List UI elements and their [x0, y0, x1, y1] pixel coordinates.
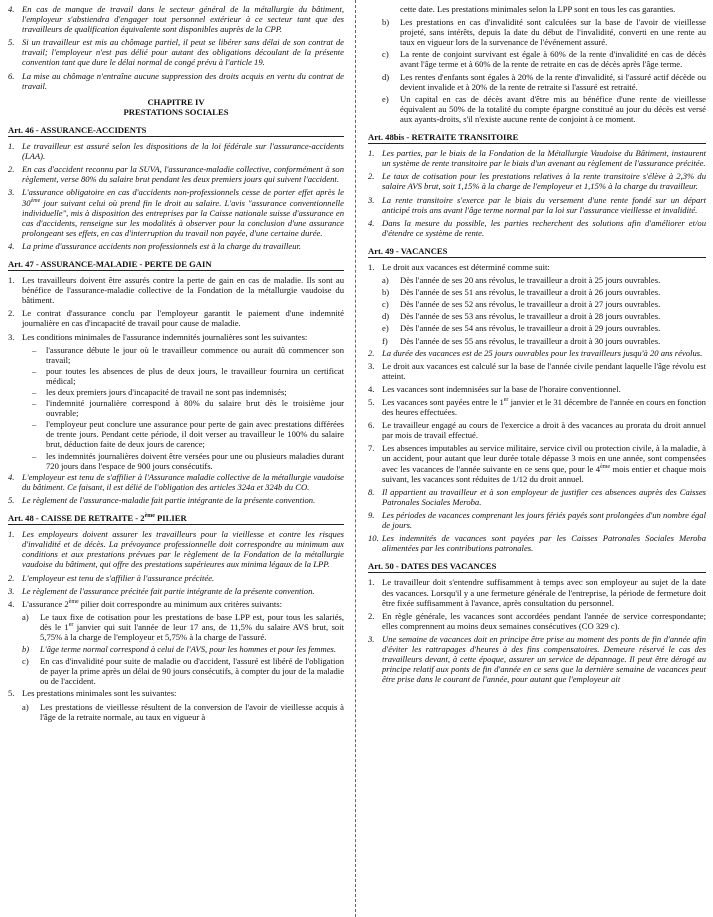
entitlement-item: c) Dès l'année de ses 52 ans révolus, le travailleur a droit à 27 jours ouvrables. — [382, 299, 661, 310]
art49-item: 8. Il appartient au travailleur et à son employeur de justifier ces absences auprès des Caisses Patronales Sociales Meroba. — [368, 486, 706, 507]
entitlement-item: d) Dès l'année de ses 53 ans révolus, le travailleur a droit à 28 jours ouvrables. — [382, 311, 661, 322]
art48-criteria — [8, 612, 344, 687]
art49-item: 2. La durée des vacances est de 25 jours ouvrables pour les travailleurs jusqu'à 20 ans révolus. — [368, 347, 703, 358]
art47-heading: Art. 47 - ASSURANCE-MALADIE - PERTE DE GAIN — [8, 259, 344, 271]
criteria-item: b) L'âge terme normal correspond à celui de l'AVS, pour les hommes et pour les femmes. — [22, 644, 337, 655]
intro-item: 5. Si un travailleur est mis au chômage partiel, il peut se libérer sans délai de son contrat de travail; l'employeur n'est pas délié pour autant des obligations découlant de la présente convention tant que dure le délai normal de congé prévu à l'article 19. — [8, 37, 344, 68]
art48-item-3: 3. Le règlement de l'assurance précitée fait partie intégrante de la présente convention. — [8, 585, 315, 596]
art48-heading: Art. 48 - CAISSE DE RETRAITE - 2ème PILIER — [8, 513, 344, 525]
art50-item: 2. En règle générale, les vacances sont accordées pendant l'année de service correspondante; elles comprennent au moins deux semaines consécutives (CO 329 c). — [368, 610, 706, 631]
art47-conditions — [8, 345, 344, 471]
art48-benefits — [368, 17, 706, 124]
art49-item: 7. Les absences imputables au service militaire, service civil ou protection civile, à la maladie, à un accident, pour autant que leur durée totale dépasse 3 mois en une année, sont compensées avec les vacances de l'année suivante en ce sens que, pour le 4ème mois entier et chaque mois suivant, les vacances sont réduites de 1/12 du droit annuel. — [368, 443, 706, 484]
condition-item: – l'employeur peut conclure une assurance pour perte de gain avec prestations différées de trente jours. Pendant cette période, il doit verser au travailleur le 100% du salaire brut, déduction faite de deux jours de carence; — [32, 419, 344, 450]
art48bis-heading: Art. 48bis - RETRAITE TRANSITOIRE — [368, 132, 706, 144]
condition-item: – les indemnités journalières doivent être versées pour une ou plusieurs maladies durant 720 jours dans l'espace de 900 jours consécutifs. — [32, 450, 344, 471]
art49-item: 3. Le droit aux vacances est calculé sur la base de l'année civile pendant laquelle l'âge révolu est atteint. — [368, 360, 706, 381]
art49-entitlements — [368, 275, 706, 346]
entitlement-item: b) Dès l'année de ses 51 ans révolus, le travailleur a droit à 26 jours ouvrables. — [382, 287, 661, 298]
art46-item: 3. L'assurance obligatoire en cas d'accidents non-professionnels cesse de porter effet après le 30ème jour suivant celui où prend fin le droit au salaire. L'avis "assurance conventionnelle individuelle", mis à disposition des entreprises par la Caisse nationale suisse d'assurance en cas d'accidents, renseigne sur les modalités à observer pour la conclusion d'une assurance prolongeant ses effets, en cas d'interruption du travail non payée, d'une certaine durée. — [8, 187, 344, 238]
art49-item: 5. Les vacances sont payées entre le 1er janvier et le 31 décembre de l'année en cours en fonction des heures effectuées. — [368, 397, 706, 418]
art50-items — [368, 577, 706, 684]
art50-heading: Art. 50 - DATES DES VACANCES — [368, 561, 706, 573]
art48-item-2: 2. L'employeur est tenu de s'affilier à l'assurance précitée. — [8, 572, 215, 583]
entitlement-item: e) Dès l'année de ses 54 ans révolus, le travailleur a droit à 29 jours ouvrables. — [382, 323, 661, 334]
entitlement-item: f) Dès l'année de ses 55 ans révolus, le travailleur a droit à 30 jours ouvrables. — [382, 335, 661, 346]
art48bis-items — [368, 148, 706, 238]
condition-item: – pour toutes les absences de plus de deux jours, le travailleur fournira un certificat médical; — [32, 365, 344, 386]
art49-item-1: 1. Le droit aux vacances est déterminé comme suit: — [368, 261, 550, 272]
art49-item: 9. Les périodes de vacances comprenant les jours fériés payés sont prolongées d'un nombre égal de jours. — [368, 509, 706, 531]
condition-item: – l'assurance débute le jour où le travailleur commence ou aurait dû commencer son travail; — [32, 344, 344, 365]
art48bis-item: 2. Le taux de cotisation pour les prestations relatives à la rente transitoire s'élève à 2,3% du salaire AVS brut, soit 1,15% à la charge de l'employeur et 1,15% à la charge du travailleur. — [368, 171, 706, 192]
art49-items — [368, 348, 706, 554]
condition-item: – les deux premiers jours d'incapacité de travail ne sont pas indemnisés; — [32, 387, 287, 397]
art48-item-4: 4. L'assurance 2ème pilier doit correspondre au minimum aux critères suivants: — [8, 598, 282, 609]
art48bis-item: 4. Dans la mesure du possible, les parties recherchent des solutions afin d'améliorer et/ou d'étendre ce système de rente. — [368, 217, 706, 238]
art49-item: 10. Les indemnités de vacances sont payées par les Caisses Patronales Sociales Meroba alimentées par les contributions patronales. — [368, 533, 706, 554]
art48-item-5: 5. Les prestations minimales sont les suivantes: — [8, 688, 177, 699]
benefit-item: d) Les rentes d'enfants sont égales à 20% de la rente d'invalidité, si l'assuré actif décède ou devient invalide et à 20% de la rente de retraite si l'assuré est retraité. — [382, 71, 706, 92]
art48-item-1: 1. Les employeurs doivent assurer les travailleurs pour la vieillesse et contre les risques d'invalidité et de décès. La prévoyance professionnelle doit correspondre au minimum aux conditions et aux prestations prévues par le règlement de la Fondation de la métallurgie vaudoise du bâtiment, qui offre des prestations supérieures aux minima légaux de la LPP. — [8, 529, 344, 570]
art47-item-1: 1. Les travailleurs doivent être assurés contre la perte de gain en cas de maladie. Ils sont au bénéfice de l'assurance-maladie collective de la Fondation de la métallurgie vaudoise du bâtiment. — [8, 275, 344, 306]
entitlement-item: a) Dès l'année de ses 20 ans révolus, le travailleur a droit à 25 jours ouvrables. — [382, 275, 661, 286]
art47-item-5: 5. Le règlement de l'assurance-maladie fait partie intégrante de la présente convention. — [8, 494, 316, 505]
benefit-item: e) Un capital en cas de décès avant d'être mis au bénéfice d'une rente de vieillesse équivalent au 50% de la totalité du compte épargne constitué au jour du décès est versé aux ayants-droits, s'il n'existe aucune rente de conjoint à ce moment. — [382, 93, 706, 124]
criteria-item: c) En cas d'invalidité pour suite de maladie ou d'accident, l'assuré est libéré de l'obligation de payer la prime après un délai de 90 jours consécutifs, à compter du jour de la maladie ou de l'accident. — [22, 656, 345, 687]
intro-item: 4. En cas de manque de travail dans le secteur général de la métallurgie du bâtiment, l'employeur s'abstiendra d'engager tout personnel extérieur à ce secteur tant que des travailleurs de qualification équivalente sont disponibles auprès de la CPP. — [8, 4, 344, 35]
art46-item: 2. En cas d'accident reconnu par la SUVA, l'assurance-maladie collective, conformément à son règlement, verse 80% du salaire brut pendant les deux premiers jours qui suivent l'accident. — [8, 164, 344, 185]
criteria-item: a) Le taux fixe de cotisation pour les prestations de base LPP est, pour tous les salariés, dès le 1er janvier qui suit l'année de leur 17 ans, de 11,5% du salaire AVS brut, soit 5,75% à la charge de l'employeur et 5,75% à la charge de l'assuré. — [22, 611, 344, 642]
art48bis-item: 3. La rente transitoire s'exerce par le biais du versement d'une rente fondé sur un départ anticipé trois ans avant l'âge terme normal par la loi sur l'assurance vieillesse et invalidité. — [368, 194, 706, 215]
intro-item: 6. La mise au chômage n'entraîne aucune suppression des droits acquis en vertu du contrat de travail. — [8, 70, 344, 91]
right-column — [368, 4, 706, 687]
art46-item: 4. La prime d'assurance accidents non professionnels est à la charge du travailleur. — [8, 240, 302, 251]
art48-benefit-a: a) Les prestations de vieillesse résultent de la conversion de l'avoir de vieillesse acquis à l'âge de la retraite normale, au taux en vigueur à — [22, 701, 344, 722]
art47-item-4: 4. L'employeur est tenu de s'affilier à l'Assurance maladie collective de la métallurgie vaudoise du bâtiment. Ce faisant, il est délié de l'obligation des articles 324a et 324b du CO. — [8, 471, 344, 492]
art48bis-item: 1. Les parties, par le biais de la Fondation de la Métallurgie Vaudoise du Bâtiment, instaurent un système de rente transitoire par le biais d'un avenant au règlement de l'assurance précitée. — [368, 148, 706, 169]
art46-item: 1. Le travailleur est assuré selon les dispositions de la loi fédérale sur l'assurance-accidents (LAA). — [8, 141, 344, 162]
chapter-title: CHAPITRE IV — [147, 96, 205, 107]
intro-items — [8, 4, 344, 91]
benefit-item: c) La rente de conjoint survivant est égale à 60% de la rente d'invalidité en cas de décès avant l'âge terme et à 60% de la rente de retraite en cas de décès après l'âge terme. — [382, 49, 706, 70]
benefit-item: b) Les prestations en cas d'invalidité sont calculées sur la base de l'avoir de vieillesse projeté, sans intérêts, depuis la date du début de l'invalidité, converti en une rente au taux en vigueur lors de la survenance de l'événement assuré. — [382, 17, 706, 48]
art50-item: 3. Une semaine de vacances doit en principe être prise au moment des ponts de fin d'année afin d'éviter les rattrapages d'heures à des fins compensatoires. Demeure réservé le cas des travailleurs devant, à cette époque, assurer un service de dépannage. Il peut être dérogé au principe relatif aux ponts de fin d'année en ce sens que la dernière semaine de vacances peut être prise dans le courant de l'année, pour autant que l'employeur ait — [368, 633, 706, 685]
left-column — [8, 4, 344, 724]
art46-heading: Art. 46 - ASSURANCE-ACCIDENTS — [8, 125, 344, 137]
art47-item-3: 3. Les conditions minimales de l'assurance indemnités journalières sont les suivantes: — [8, 331, 308, 342]
condition-item: – l'indemnité journalière correspond à 80% du salaire brut dès le troisième jour ouvrable; — [32, 398, 344, 419]
art47-item-2: 2. Le contrat d'assurance conclu par l'employeur garantit le paiement d'une indemnité journalière en cas d'incapacité de travail pour cause de maladie. — [8, 308, 344, 329]
art49-heading: Art. 49 - VACANCES — [368, 246, 706, 258]
art49-item: 4. Les vacances sont indemnisées sur la base de l'horaire conventionnel. — [368, 383, 621, 394]
art49-item: 6. Le travailleur engagé au cours de l'exercice a droit à des vacances au prorata du droit annuel par mois de travail effectué. — [368, 420, 706, 441]
continued-text: cette date. Les prestations minimales selon la LPP sont en tous les cas garanties. — [400, 4, 676, 14]
art50-item: 1. Le travailleur doit s'entendre suffisamment à temps avec son employeur au sujet de la date des vacances. Lorsqu'il y a une fermeture générale de l'entreprise, la période de fermeture doit être fixée suffisamment à l'avance, après consultation du personnel. — [368, 577, 706, 608]
column-divider — [355, 0, 356, 917]
art46-items — [8, 141, 344, 251]
chapter-subtitle: PRESTATIONS SOCIALES — [123, 106, 229, 117]
